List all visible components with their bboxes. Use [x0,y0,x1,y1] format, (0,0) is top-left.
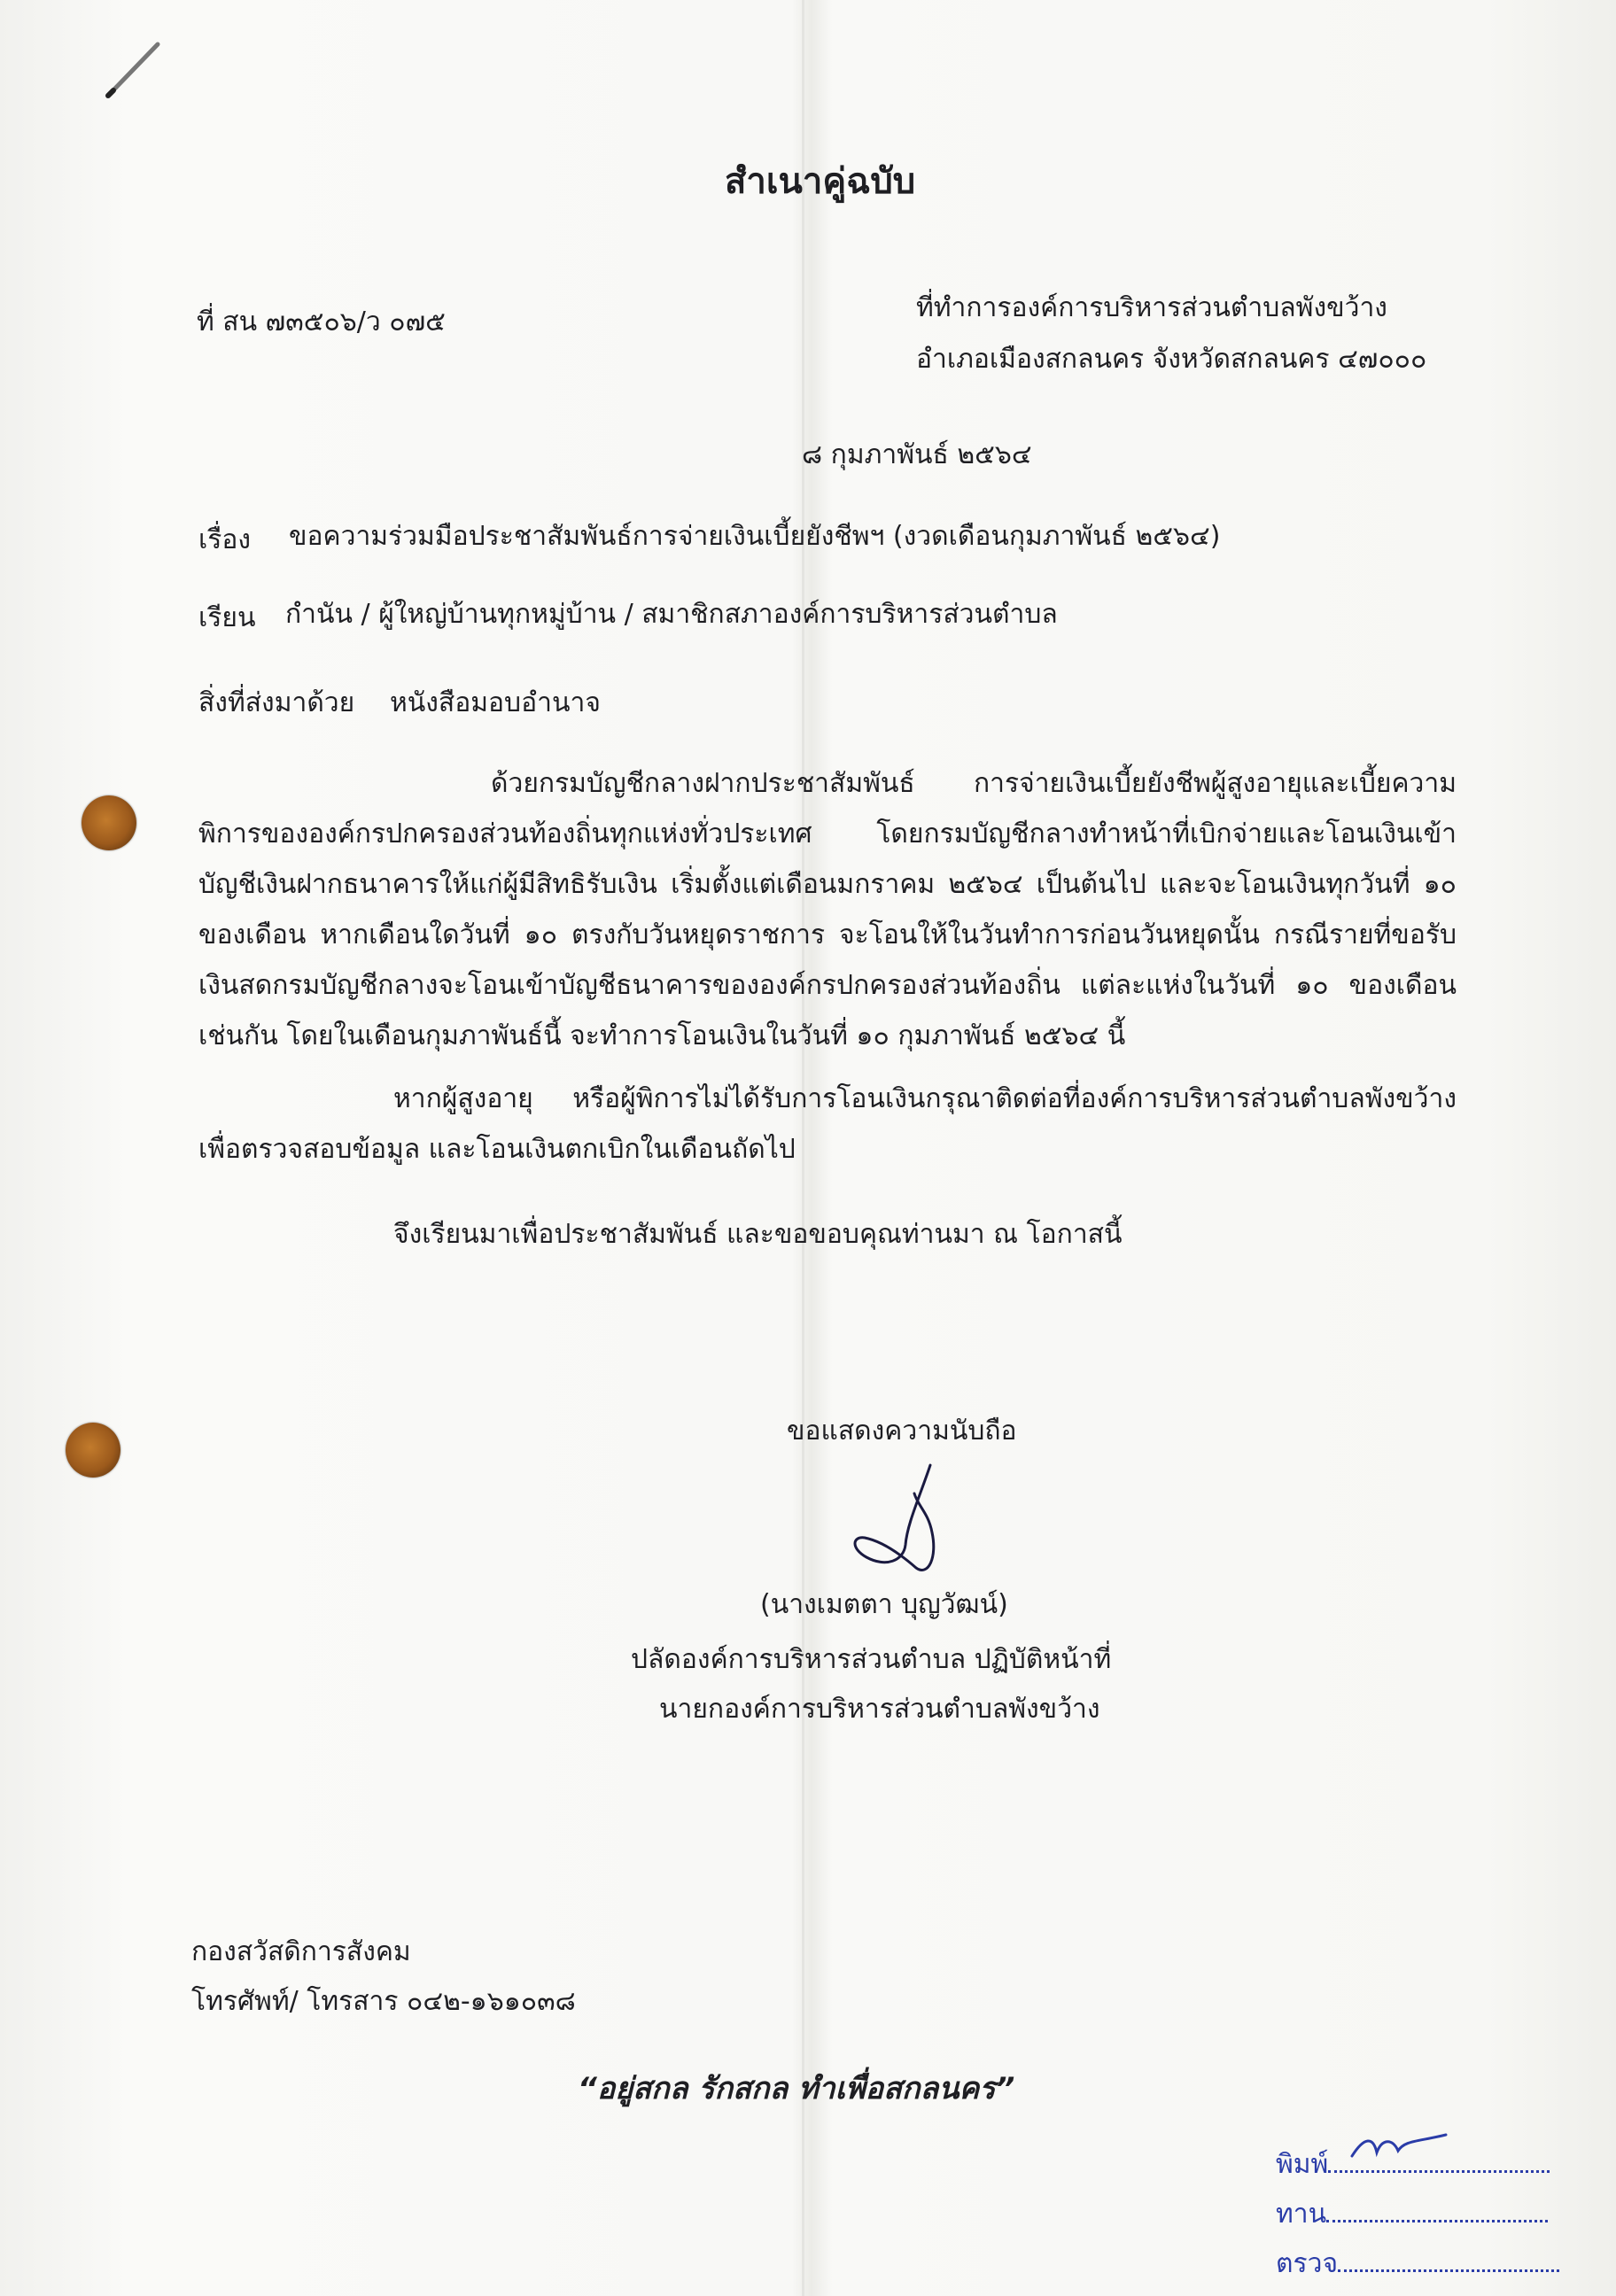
reference-number: ที่ สน ๗๓๕๐๖/ว ๐๗๕ [197,306,446,337]
subject-label: เรื่อง [198,524,252,555]
stamp-checked [1276,2243,1559,2284]
document-date: ๘ กุมภาพันธ์ ๒๕๖๔ [802,439,1032,470]
closing-salutation: ขอแสดงความนับถือ [787,1416,1017,1447]
body-paragraph-2 [198,1074,1457,1175]
stamp-reviewed [1276,2193,1548,2235]
stamp-dotted-line [1338,2252,1559,2272]
signature [833,1453,975,1586]
document-title: สำเนาคู่ฉบับ [725,161,916,202]
stamp-checked-label: ตรวจ [1276,2248,1339,2279]
subject-text: ขอความร่วมมือประชาสัมพันธ์การจ่ายเงินเบี้ยยังชีพฯ (งวดเดือนกุมภาพันธ์ ๒๕๖๔) [289,521,1221,552]
address-line-2: อำเภอเมืองสกลนคร จังหวัดสกลนคร ๔๗๐๐๐ [916,344,1427,375]
department-name: กองสวัสดิการสังคม [191,1936,411,1967]
signer-name: (นางเมตตา บุญวัฒน์) [760,1589,1008,1620]
to-text: กำนัน / ผู้ใหญ่บ้านทุกหมู่บ้าน / สมาชิกสภาองค์การบริหารส่วนตำบล [285,599,1058,630]
paragraph-2-line: เพื่อตรวจสอบข้อมูล และโอนเงินตกเบิกในเดือนถัดไป [198,1134,796,1165]
staple-mark [97,35,168,106]
paragraph-1-line: บัญชีเงินฝากธนาคารให้แก่ผู้มีสิทธิรับเงิน เริ่มตั้งแต่เดือนมกราคม ๒๕๖๔ เป็นต้นไป และจะโอนเงินทุกวันที่ ๑๐ [198,869,1457,900]
signer-position-2: นายกองค์การบริหารส่วนตำบลพังขว้าง [659,1694,1100,1725]
paragraph-1-line: พิการขององค์กรปกครองส่วนท้องถิ่นทุกแห่งทั่วประเทศ โดยกรมบัญชีกลางทำหน้าที่เบิกจ่ายและโอนเงินเข้า [198,818,1457,849]
paragraph-1-line: เช่นกัน โดยในเดือนกุมภาพันธ์นี้ จะทำการโอนเงินในวันที่ ๑๐ กุมภาพันธ์ ๒๕๖๔ นี้ [198,1020,1126,1051]
stamp-initials [1347,2129,1453,2165]
paragraph-1-line: ด้วยกรมบัญชีกลางฝากประชาสัมพันธ์ การจ่ายเงินเบี้ยยังชีพผู้สูงอายุและเบี้ยความ [491,768,1457,799]
stamp-reviewed-label: ทาน [1276,2199,1327,2230]
stamp-typed-label: พิมพ์ [1276,2149,1329,2180]
closing-paragraph: จึงเรียนมาเพื่อประชาสัมพันธ์ และขอขอบคุณท่านมา ณ โอกาสนี้ [393,1219,1123,1250]
signer-position-1: ปลัดองค์การบริหารส่วนตำบล ปฏิบัติหน้าที่ [631,1644,1112,1675]
stamp-dotted-line [1326,2202,1548,2222]
body-paragraph-1 [198,758,1457,1061]
attachment-label: สิ่งที่ส่งมาด้วย [198,687,355,718]
motto: “อยู่สกล รักสกล ทำเพื่อสกลนคร” [578,2071,1015,2106]
punch-hole-top [82,795,136,850]
address-line-1: ที่ทำการองค์การบริหารส่วนตำบลพังขว้าง [916,292,1387,323]
paragraph-2-line: หากผู้สูงอายุ หรือผู้พิการไม่ได้รับการโอนเงินกรุณาติดต่อที่องค์การบริหารส่วนตำบลพังขว้าง [393,1083,1457,1114]
to-label: เรียน [198,602,256,633]
paragraph-1-line: เงินสดกรมบัญชีกลางจะโอนเข้าบัญชีธนาคารขององค์กรปกครองส่วนท้องถิ่น แต่ละแห่งในวันที่ ๑๐ ของเดือน [198,970,1457,1001]
attachment-text: หนังสือมอบอำนาจ [390,687,601,718]
phone-fax: โทรศัพท์/ โทรสาร ๐๔๒-๑๖๑๐๓๘ [191,1986,576,2017]
punch-hole-bottom [66,1423,120,1478]
paragraph-1-line: ของเดือน หากเดือนใดวันที่ ๑๐ ตรงกับวันหยุดราชการ จะโอนให้ในวันทำการก่อนวันหยุดนั้น กรณีรายที่ขอรับ [198,919,1457,950]
